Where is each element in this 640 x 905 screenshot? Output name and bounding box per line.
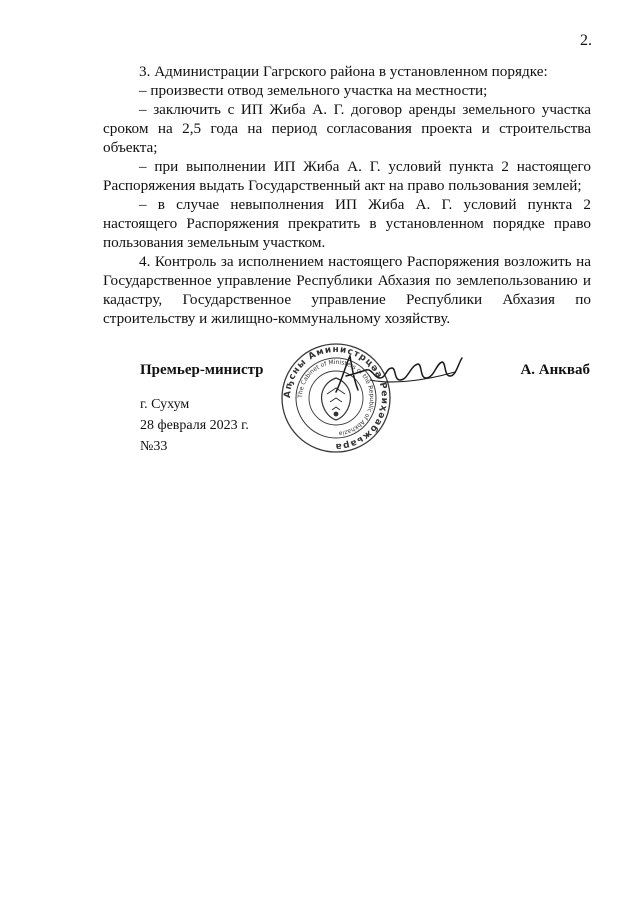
svg-text:The Cabinet of Ministers of th: The Cabinet of Ministers of the Republic of Abkhazia — [296, 358, 376, 437]
place-of-signing: г. Сухум — [140, 397, 190, 412]
signatory-title: Премьер-министр — [140, 362, 264, 378]
list-item-lease: – заключить с ИП Жиба А. Г. договор аренды земельного участка сроком на 2,5 года на период согласования проекта и строительства объекта; — [103, 101, 591, 156]
list-item-termination: – в случае невыполнения ИП Жиба А. Г. условий пункта 2 настоящего Распоряжения прекратить в установленном порядке право пользования земельным участком. — [103, 196, 591, 251]
handwritten-signature-icon — [330, 350, 465, 400]
signatory-name: А. Анкваб — [520, 362, 590, 378]
document-body — [103, 62, 591, 328]
list-item-state-act: – при выполнении ИП Жиба А. Г. условий пункта 2 настоящего Распоряжения выдать Государственный акт на право пользования землей; — [103, 158, 591, 194]
svg-text:Аҧсны Аминистрцәа Реиҳәабжьара: Аҧсны Аминистрцәа Реиҳәабжьара — [282, 344, 390, 452]
page-number: 2. — [580, 32, 592, 49]
document-date: 28 февраля 2023 г. — [140, 418, 249, 433]
paragraph-3: 3. Администрации Гагрского района в установленном порядке: — [139, 63, 548, 80]
paragraph-4: 4. Контроль за исполнением настоящего Распоряжения возложить на Государственное управление Республики Абхазия по землепользованию и кадастру, Государственное управление Республики Абхазия по строительству и жилищно-коммунальному хозяйству. — [103, 253, 591, 327]
document-number: №33 — [140, 439, 168, 454]
list-item-allotment: – произвести отвод земельного участка на местности; — [139, 82, 488, 99]
